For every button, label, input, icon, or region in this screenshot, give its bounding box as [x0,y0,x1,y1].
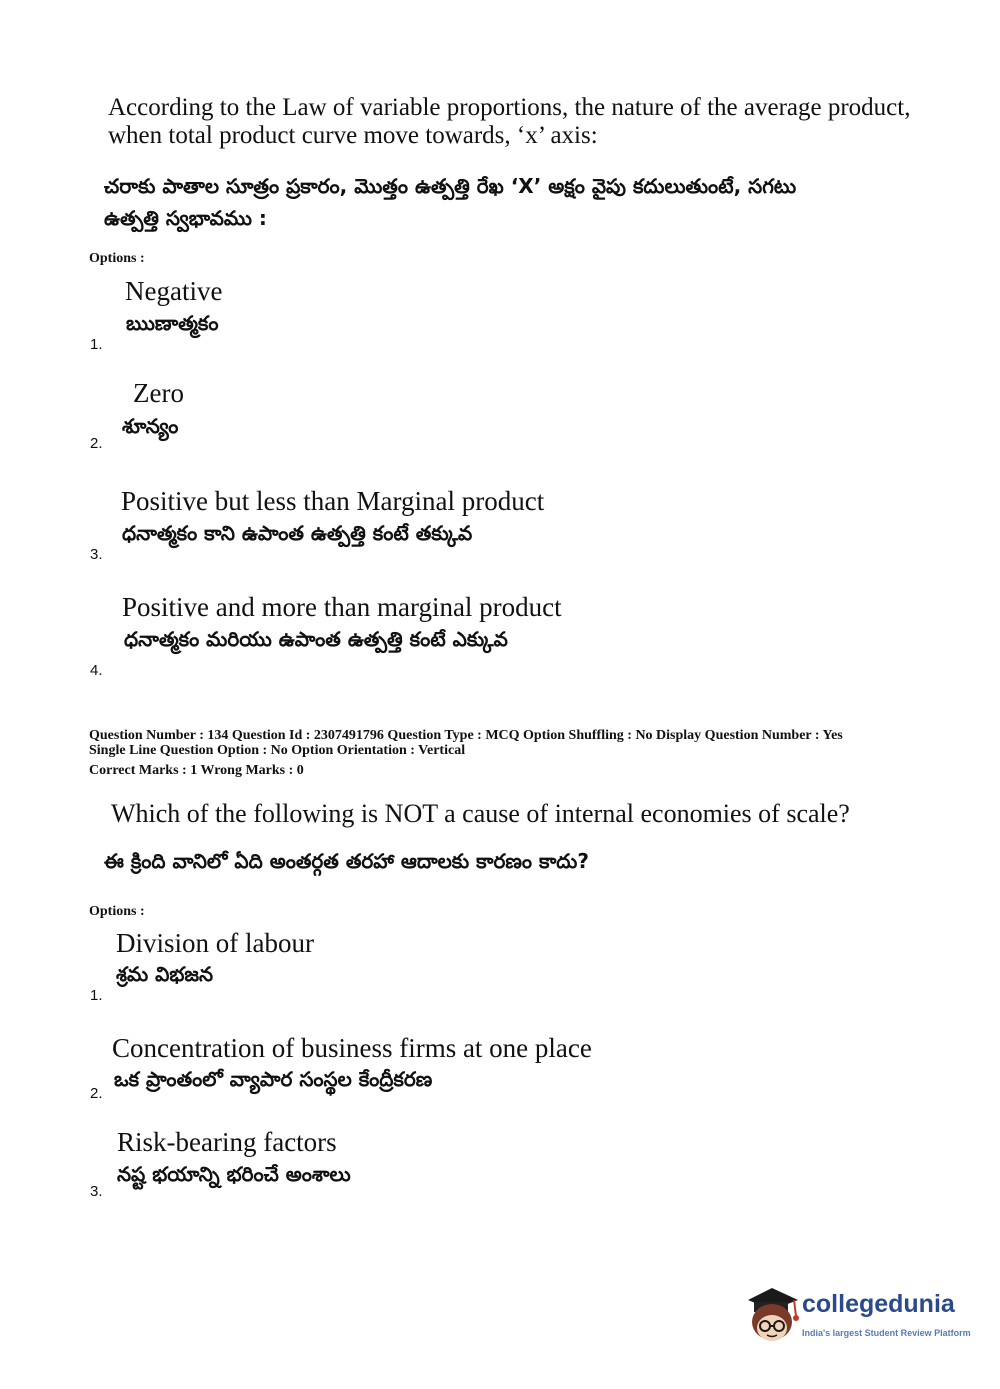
options-label: Options : [89,904,145,919]
option-text-telugu: శూన్యం [122,414,179,438]
question-meta-line2: Single Line Question Option : No Option Orientation : Vertical [89,743,466,758]
option-text: Concentration of business firms at one place [112,1033,592,1063]
question-text-line1: According to the Law of variable proportions, the nature of the average product, [108,94,911,121]
question-text-line2: when total product curve move towards, ‘x’ axis: [108,122,598,149]
question-text-telugu: ఈ క్రింది వానిలో ఏది అంతర్గత తరహా ఆదాలకు కారణం కాదు? [104,849,589,873]
option-number: 4. [90,662,103,679]
option-text-telugu: నష్ట భయాన్ని భరించే అంశాలు [117,1162,351,1186]
question-text-telugu-line1: చరాకు పాతాల సూత్రం ప్రకారం, మొత్తం ఉత్పత్తి రేఖ ‘X’ అక్షం వైపు కదులుతుంటే, సగటు [104,174,797,198]
option-number: 2. [90,1085,103,1102]
option-text: Division of labour [116,928,314,958]
option-text-telugu: ధనాత్మకం మరియు ఉపాంత ఉత్పత్తి కంటే ఎక్కువ [124,627,508,651]
question-text: Which of the following is NOT a cause of internal economies of scale? [111,799,850,828]
option-text: Positive and more than marginal product [122,592,562,622]
brand-tagline: India's largest Student Review Platform [802,1328,971,1338]
option-text-telugu: ఒక ప్రాంతంలో వ్యాపార సంస్థల కేంద్రీకరణ [114,1067,433,1091]
option-number: 3. [90,546,103,563]
question-text-telugu-line2: ఉత్పత్తి స్వభావము : [104,206,267,230]
option-number: 1. [90,987,103,1004]
options-label: Options : [89,251,145,266]
option-number: 1. [90,336,103,353]
option-text-telugu: ఋణాత్మకం [126,311,219,335]
collegedunia-logo[interactable] [742,1282,972,1346]
question-marks: Correct Marks : 1 Wrong Marks : 0 [89,763,304,778]
option-text: Risk-bearing factors [117,1127,337,1157]
option-number: 2. [90,435,103,452]
mascot-graduation-cap-icon [742,1282,800,1342]
question-meta-line1: Question Number : 134 Question Id : 2307491796 Question Type : MCQ Option Shuffling : No Display Question Number : Yes [89,728,843,743]
option-text: Negative [125,276,223,306]
option-text-telugu: శ్రమ విభజన [116,962,214,986]
option-text-telugu: ధనాత్మకం కాని ఉపాంత ఉత్పత్తి కంటే తక్కువ [122,521,473,545]
option-text: Zero [133,378,184,408]
option-number: 3. [90,1183,103,1200]
brand-name: collegedunia [802,1290,955,1318]
option-text: Positive but less than Marginal product [121,486,545,516]
